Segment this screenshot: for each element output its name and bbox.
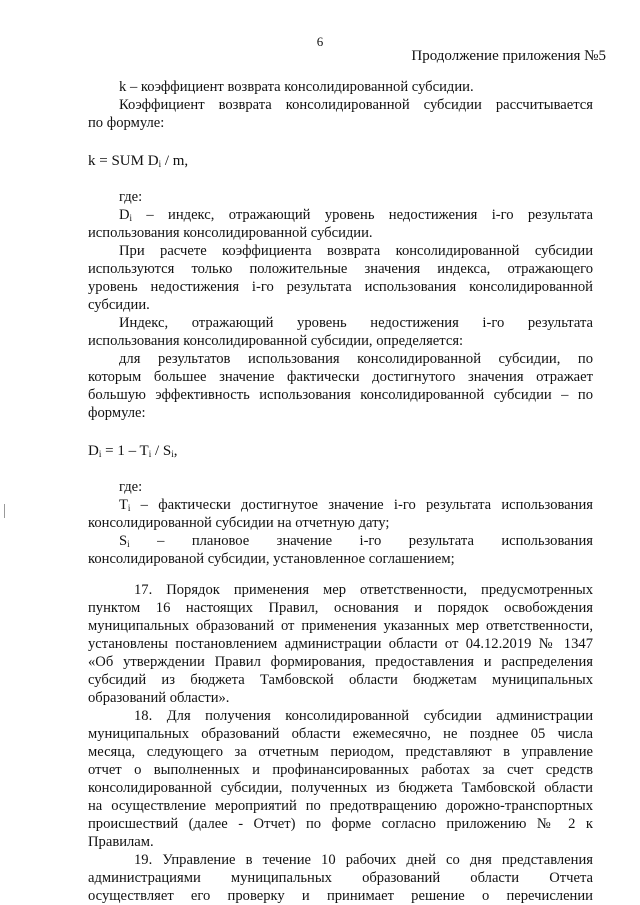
clause-17-line: образований области». [88, 690, 230, 706]
clause-18-line: месяца, следующего за отчетным периодом, представляют в управление [88, 744, 593, 760]
clause-18-line: отчет о выполненных и профинансированных работах за счет средств [88, 762, 593, 778]
clause-18-line: консолидированной субсидии, полученных из бюджета Тамбовской области [88, 780, 593, 796]
clause-17-line: установлены постановлением администрации области от 04.12.2019 № 1347 [88, 636, 593, 652]
results-line: формуле: [88, 405, 146, 421]
ti-definition-cont: консолидированной субсидии на отчетную дату; [88, 515, 390, 531]
index-line: Индекс, отражающий уровень недостижения i-го результата [119, 315, 593, 331]
k-definition: k – коэффициент возврата консолидированной субсидии. [119, 79, 474, 95]
di-definition-cont: использования консолидированной субсидии. [88, 225, 373, 241]
si-definition-cont: консолидированой субсидии, установленное соглашением; [88, 551, 455, 567]
results-line: которым большее значение фактически достигнутого значения отражает [88, 369, 593, 385]
formula-d: $D_i = 1 - T_i / S_i$, [88, 443, 178, 459]
index-line: использования консолидированной субсидии, определяется: [88, 333, 464, 349]
formula-k: k = SUM $D_i$ / m, [88, 153, 189, 169]
clause-17-line: 17. Порядок применения мер ответственности, предусмотренных [134, 582, 593, 598]
clause-18-line: происшествий (далее - Отчет) по форме согласно приложению № 2 к [88, 816, 593, 832]
di-definition: $D_i$ – индекс, отражающий уровень недостижения i-го результата [119, 207, 593, 223]
results-line: для результатов использования консолидированной субсидии, по [119, 351, 593, 367]
appendix-continuation-header: Продолжение приложения №5 [411, 48, 606, 64]
clause-17-line: муниципальных образований от применения указанных мер ответственности, [88, 618, 593, 634]
clause-19-line: осуществляет его проверку и принимает решение о перечислении [88, 888, 593, 904]
positive-values-line: используются только положительные значения индекса, отражающего [88, 261, 593, 277]
k-calc-line: по формуле: [88, 115, 165, 131]
clause-17-line: субсидий из бюджета Тамбовской области бюджетам муниципальных [88, 672, 593, 688]
document-body [88, 78, 593, 905]
clause-18-line: муниципальных образований области ежемесячно, не позднее 05 числа [88, 726, 593, 742]
k-calc-line: Коэффициент возврата консолидированной субсидии рассчитывается [119, 97, 593, 113]
clause-18-line: Правилам. [88, 834, 154, 850]
clause-18-line: 18. Для получения консолидированной субсидии администрации [134, 708, 593, 724]
where-label: где: [119, 479, 143, 495]
clause-18-line: на осуществление мероприятий по предотвращению дорожно-транспортных [88, 798, 593, 814]
clause-17-line: пунктом 16 настоящих Правил, основания и порядок освобождения [88, 600, 593, 616]
page-number: 6 [316, 34, 324, 49]
margin-mark [4, 504, 8, 518]
si-definition: $S_i$ – плановое значение i-го результата использования [119, 533, 593, 549]
results-line: большую эффективность использования консолидированной субсидии – по [88, 387, 593, 403]
positive-values-line: субсидии. [88, 297, 150, 313]
positive-values-line: При расчете коэффициента возврата консолидированной субсидии [119, 243, 593, 259]
clause-19-line: 19. Управление в течение 10 рабочих дней со дня представления [134, 852, 593, 868]
positive-values-line: уровень недостижения i-го результата использования консолидированной [88, 279, 593, 295]
where-label: где: [119, 189, 143, 205]
clause-17-line: «Об утверждении Правил формирования, предоставления и распределения [88, 654, 593, 670]
clause-19-line: администрациями муниципальных образований области Отчета [88, 870, 593, 886]
ti-definition: $T_i$ – фактически достигнутое значение i-го результата использования [119, 497, 593, 513]
